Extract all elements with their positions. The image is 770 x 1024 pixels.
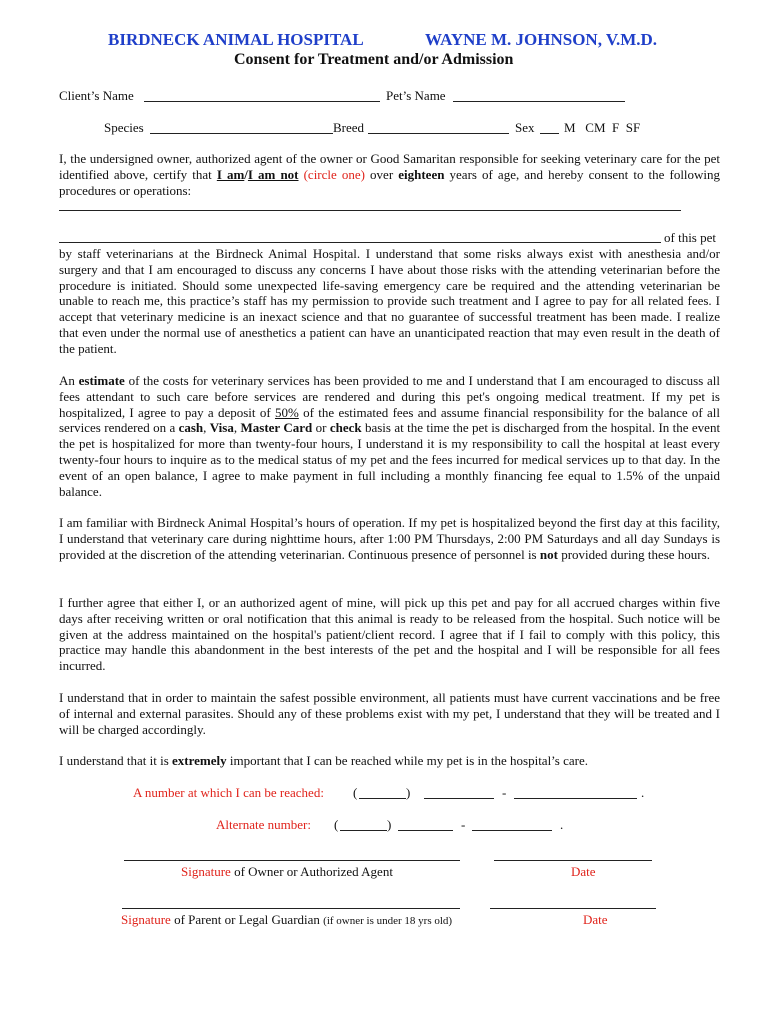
guardian-signature-caption — [121, 912, 452, 928]
phone-prefix-field[interactable] — [424, 798, 494, 799]
guardian-date-label: Date — [583, 912, 608, 927]
contact-paragraph — [59, 753, 720, 769]
circle-one-note: (circle one) — [303, 166, 365, 182]
phone-paren-close: ) — [406, 785, 411, 800]
of-this-pet-text: of this pet — [664, 230, 716, 245]
alt-dot: . — [560, 817, 564, 832]
page-title: Consent for Treatment and/or Admission — [234, 51, 514, 68]
phone-area-code-field[interactable] — [359, 798, 406, 799]
alt-prefix-field[interactable] — [398, 830, 453, 831]
pet-name-field[interactable] — [453, 101, 625, 102]
intro-over: over — [370, 166, 394, 182]
hours-paragraph — [59, 515, 720, 562]
p2-b: of the costs for veterinary services has been provided to me and I understand that I am encouraged to discuss all fees attendant to such care before services are rendered and during this pet's ongoing medical treatment. If my pet is hospitalized, I agree to pay a deposit of — [59, 373, 721, 420]
intro-text-2: years of age, and hereby consent to the following procedures or operations: — [59, 166, 721, 198]
option-i-am-not[interactable]: I am not — [247, 166, 299, 182]
doctor-name: WAYNE M. JOHNSON, V.M.D. — [425, 30, 658, 49]
risk-paragraph: by staff veterinarians at the Birdneck Animal Hospital. I understand that some risks always exist with anesthesia and/or surgery and that I am encouraged to discuss any concerns I have about those risks with the attending veterinarian before the procedure is initiated. Should some unexpected life-saving emergency care be required and the attending veterinarian be unable to reach me, this practice’s staff has my permission to provide such treatment and I agree to pay for all related fees. I accept that veterinary medicine is an inexact science and that no guarantee of successful treatment has been made. I realize that even under the normal use of anesthetics a patient can have an unanticipated reaction that may even result in the death of the patient. — [59, 246, 720, 356]
pet-name-label: Pet’s Name — [386, 88, 446, 103]
intro-text-1: I, the undersigned owner, authorized agent of the owner or Good Samaritan responsible for seeking veterinary care for the pet identified above, certify that — [59, 151, 720, 182]
cash-word: cash — [178, 420, 204, 436]
breed-label: Breed — [333, 120, 365, 135]
deposit-percent: 50% — [274, 404, 299, 420]
p2-comma-1: , — [203, 420, 207, 436]
alt-paren-close: ) — [387, 817, 392, 832]
phone-line-field[interactable] — [514, 798, 637, 799]
extremely-word: extremely — [172, 753, 227, 768]
owner-signature-word: Signature — [181, 864, 231, 879]
owner-signature-rest: of Owner or Authorized Agent — [234, 864, 393, 879]
guardian-note: (if owner is under 18 yrs old) — [323, 915, 453, 927]
p6-b: important that I can be reached while my pet is in the hospital’s care. — [229, 753, 588, 768]
phone-label: A number at which I can be reached: — [133, 785, 324, 800]
alt-paren-open: ( — [334, 817, 339, 832]
procedures-line-1[interactable] — [59, 210, 681, 211]
p3-b: provided during these hours. — [561, 546, 710, 562]
guardian-date-field[interactable] — [490, 908, 656, 909]
p2-a: An — [59, 373, 75, 388]
eighteen-text: eighteen — [398, 166, 445, 182]
p2-d: basis at the time the pet is discharged from the hospital. In the event the pet is hospitalized for more than twenty-four hours, I understand it is my responsibility to call the hospital at least every twenty-four hours to inquire as to the medical status of my pet and the fees incurred for medical services up to that day. In the event of an open balance, I agree to make payment in full including a monthly financing fee equal to 1.5% of the unpaid balance. — [59, 420, 721, 499]
estimate-paragraph — [59, 373, 720, 499]
owner-date-label: Date — [571, 864, 596, 879]
option-i-am[interactable]: I am — [216, 166, 245, 182]
client-name-label: Client’s Name — [59, 88, 134, 103]
p2-c: of the estimated fees and assume financial responsibility for the balance of all services rendered on a — [59, 404, 721, 436]
guardian-signature-field[interactable] — [122, 908, 460, 909]
alt-dash: - — [461, 817, 466, 832]
phone-dot: . — [641, 785, 645, 800]
phone-paren-open: ( — [353, 785, 358, 800]
alt-area-code-field[interactable] — [340, 830, 387, 831]
vaccination-paragraph: I understand that in order to maintain the safest possible environment, all patients must have current vaccinations and be free of internal and external parasites. Should any of these problems exist with my pet, I understand that they will be treated and I will be charged accordingly. — [59, 690, 720, 737]
species-label: Species — [104, 120, 144, 135]
species-field[interactable] — [150, 133, 333, 134]
p3-a: I am familiar with Birdneck Animal Hospital’s hours of operation. If my pet is hospitalized beyond the first day at this facility, I understand that veterinary care during nighttime hours, after 1:00 PM Thursdays, 2:00 PM Saturdays and all day Sundays is provided at the discretion of the attending veterinarian. Continuous presence of personnel is — [59, 515, 720, 562]
guardian-signature-rest: of Parent or Legal Guardian — [174, 912, 320, 927]
p2-comma-2: , — [233, 420, 238, 436]
hospital-name: BIRDNECK ANIMAL HOSPITAL — [108, 30, 364, 49]
check-word: check — [329, 420, 362, 436]
sex-options: M CM F SF — [564, 120, 641, 135]
estimate-word: estimate — [78, 373, 125, 388]
visa-word: Visa — [209, 420, 234, 436]
phone-dash: - — [502, 785, 507, 800]
sex-label: Sex — [515, 120, 535, 135]
option-slash: / — [244, 166, 248, 182]
alt-line-field[interactable] — [472, 830, 552, 831]
procedures-line-2[interactable] — [59, 242, 661, 243]
guardian-signature-word: Signature — [121, 912, 171, 927]
owner-date-field[interactable] — [494, 860, 652, 861]
intro-paragraph — [59, 151, 720, 198]
sex-field[interactable] — [540, 133, 559, 134]
p6-a: I understand that it is — [59, 753, 169, 768]
owner-signature-caption — [181, 864, 393, 880]
mastercard-word: Master Card — [240, 420, 313, 436]
not-word: not — [539, 546, 558, 562]
client-name-field[interactable] — [144, 101, 380, 102]
p2-or: or — [315, 420, 327, 436]
breed-field[interactable] — [368, 133, 509, 134]
pickup-paragraph: I further agree that either I, or an authorized agent of mine, will pick up this pet and pay for all accrued charges within five days after receiving written or oral notification that this animal is ready to be released from the hospital. Such notice will be given at the address maintained on the hospital's patient/client record. I agree that if I fail to comply with this policy, this practice may handle this abandonment in the best interests of the pet and the hospital and I will be responsible for all fees incurred. — [59, 595, 720, 674]
owner-signature-field[interactable] — [124, 860, 460, 861]
alt-phone-label: Alternate number: — [216, 817, 311, 832]
